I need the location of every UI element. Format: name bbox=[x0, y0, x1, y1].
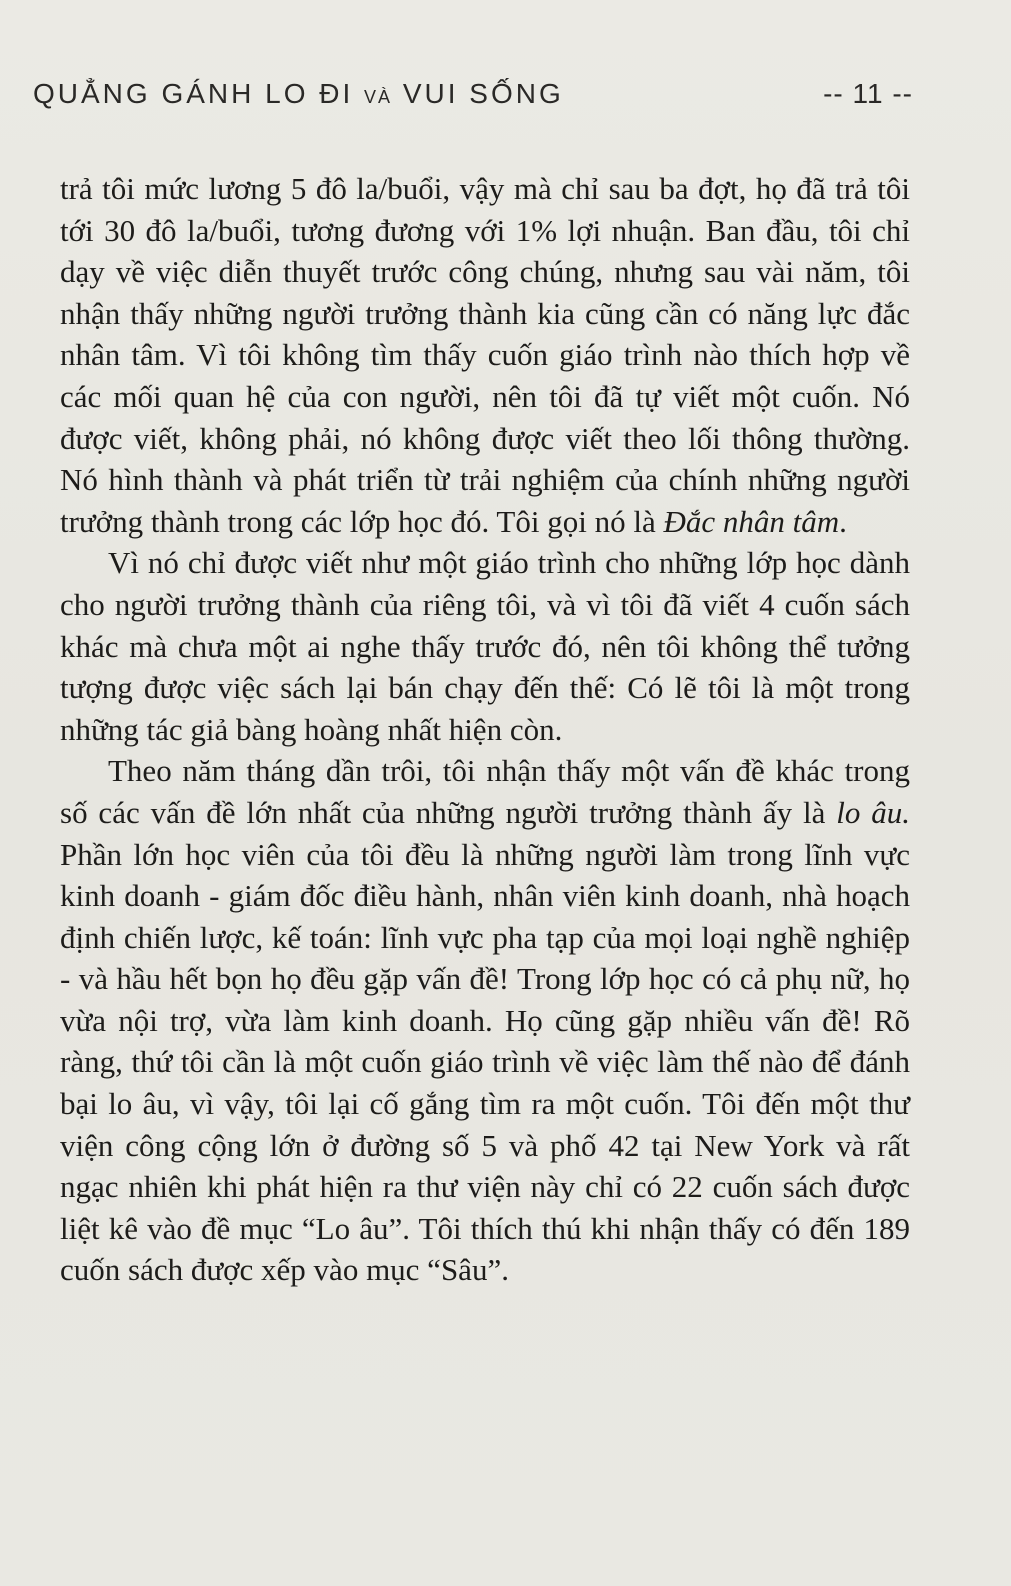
title-part-2: VUI SỐNG bbox=[402, 78, 564, 109]
paragraph-1-book-title: Đắc nhân tâm bbox=[663, 503, 840, 539]
body-text bbox=[60, 168, 910, 1291]
running-title bbox=[33, 78, 564, 110]
paragraph-3 bbox=[60, 750, 910, 1291]
paragraph-3-text-a: Theo năm tháng dần trôi, tôi nhận thấy một vấn đề khác trong số các vấn đề lớn nhất của những người trưởng thành ấy là bbox=[60, 753, 910, 830]
title-small-word: VÀ bbox=[364, 87, 393, 107]
page-number: -- 11 -- bbox=[823, 78, 913, 109]
paragraph-1-end: . bbox=[839, 503, 847, 539]
paragraph-3-text-b: Phần lớn học viên của tôi đều là những người làm trong lĩnh vực kinh doanh - giám đốc điều hành, nhân viên kinh doanh, nhà hoạch định chiến lược, kế toán: lĩnh vực pha tạp của mọi loại nghề nghiệp - và hầu hết bọn họ đều gặp vấn đề! Trong lớp học có cả phụ nữ, họ vừa nội trợ, vừa làm kinh doanh. Họ cũng gặp nhiều vấn đề! Rõ ràng, thứ tôi cần là một cuốn giáo trình về việc làm thế nào để đánh bại lo âu, vì vậy, tôi lại cố gắng tìm ra một cuốn. Tôi đến một thư viện công cộng lớn ở đường số 5 và phố 42 tại New York và rất ngạc nhiên khi phát hiện ra thư viện này chỉ có 22 cuốn sách được liệt kê vào đề mục “Lo âu”. Tôi thích thú khi nhận thấy có đến 189 cuốn sách được xếp vào mục “Sâu”. bbox=[60, 836, 910, 1288]
running-header bbox=[33, 78, 913, 118]
paragraph-2 bbox=[60, 542, 910, 750]
paragraph-3-emphasis: lo âu. bbox=[836, 794, 910, 830]
paragraph-1 bbox=[60, 168, 910, 542]
paragraph-1-text: trả tôi mức lương 5 đô la/buổi, vậy mà chỉ sau ba đợt, họ đã trả tôi tới 30 đô la/buổi, tương đương với 1% lợi nhuận. Ban đầu, tôi chỉ dạy về việc diễn thuyết trước công chúng, nhưng sau vài năm, tôi nhận thấy những người trưởng thành kia cũng cần có năng lực đắc nhân tâm. Vì tôi không tìm thấy cuốn giáo trình nào thích hợp về các mối quan hệ của con người, nên tôi đã tự viết một cuốn. Nó được viết, không phải, nó không được viết theo lối thông thường. Nó hình thành và phát triển từ trải nghiệm của chính những người trưởng thành trong các lớp học đó. Tôi gọi nó là bbox=[60, 171, 910, 539]
paragraph-2-text: Vì nó chỉ được viết như một giáo trình cho những lớp học dành cho người trưởng thành của riêng tôi, và vì tôi đã viết 4 cuốn sách khác mà chưa một ai nghe thấy trước đó, nên tôi không thể tưởng tượng được việc sách lại bán chạy đến thế: Có lẽ tôi là một trong những tác giả bàng hoàng nhất hiện còn. bbox=[60, 545, 910, 747]
title-part-1: QUẲNG GÁNH LO ĐI bbox=[33, 78, 354, 109]
